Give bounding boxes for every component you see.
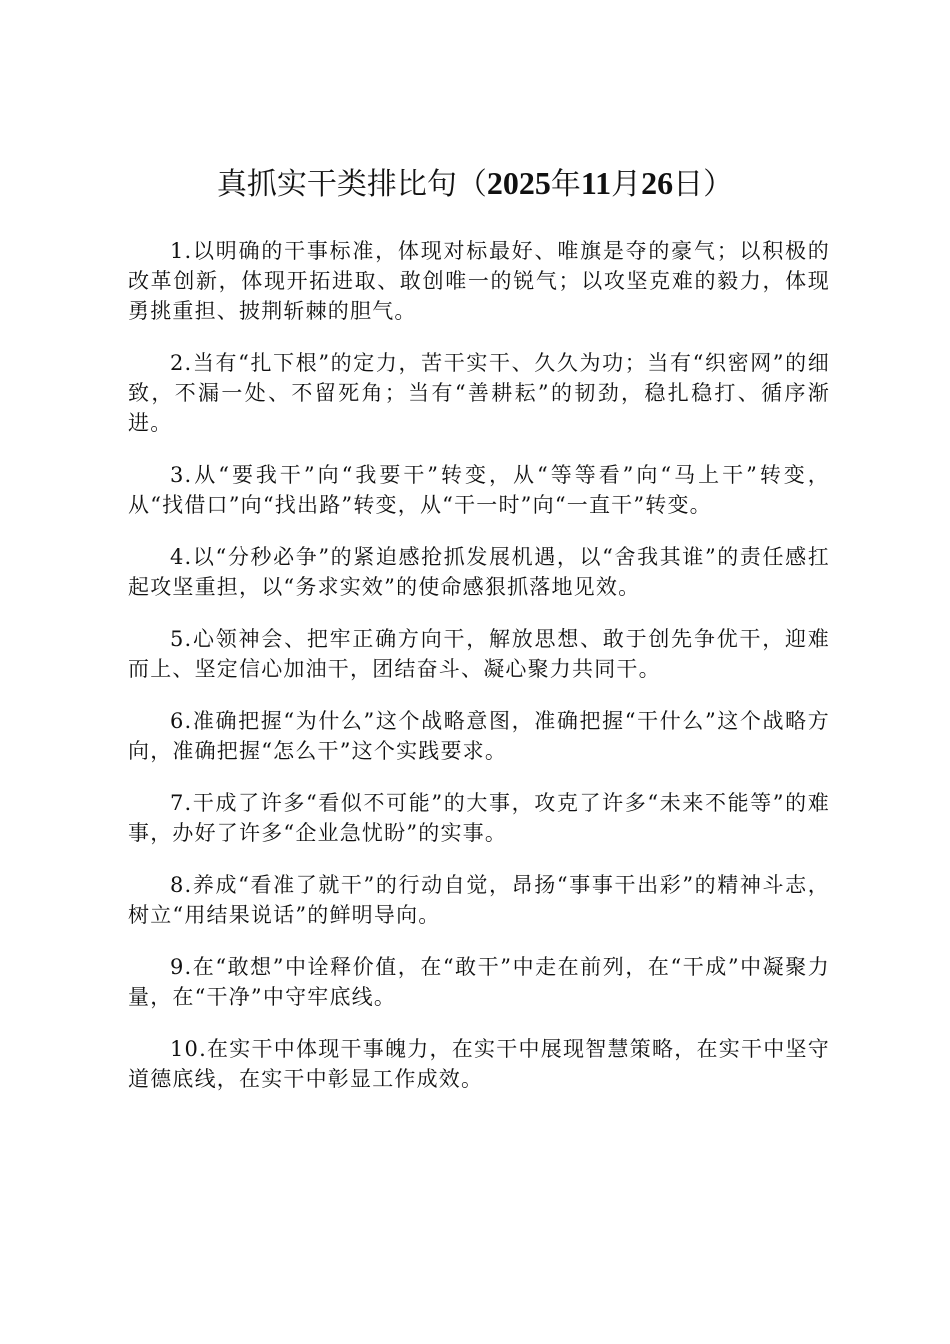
paragraph-2: 2.当有“扎下根”的定力，苦干实干、久久为功；当有“织密网”的细致，不漏一处、不留死角；当有“善耕耘”的韧劲，稳扎稳打、循序渐进。 [128, 351, 830, 435]
paragraph-1: 1.以明确的干事标准，体现对标最好、唯旗是夺的豪气；以积极的改革创新，体现开拓进取、敢创唯一的锐气；以攻坚克难的毅力，体现勇挑重担、披荆斩棘的胆气。 [128, 239, 830, 323]
document-title [0, 163, 950, 205]
title-suffix: 日） [673, 167, 734, 202]
paragraph-8: 8.养成“看准了就干”的行动自觉，昂扬“事事干出彩”的精神斗志，树立“用结果说话”的鲜明导向。 [128, 873, 830, 927]
paragraph-9: 9.在“敢想”中诠释价值，在“敢干”中走在前列，在“干成”中凝聚力量，在“干净”中守牢底线。 [128, 955, 830, 1009]
title-month-unit: 月 [611, 167, 642, 202]
title-prefix: 真抓实干类排比句（ [216, 167, 487, 202]
document-body [128, 236, 830, 1116]
paragraph-6: 6.准确把握“为什么”这个战略意图，准确把握“干什么”这个战略方向，准确把握“怎么干”这个实践要求。 [128, 709, 830, 763]
title-year: 2025 [486, 165, 551, 201]
title-year-unit: 年 [550, 167, 581, 202]
title-day: 26 [641, 165, 674, 201]
paragraph-5: 5.心领神会、把牢正确方向干，解放思想、敢于创先争优干，迎难而上、坚定信心加油干，团结奋斗、凝心聚力共同干。 [128, 627, 830, 681]
paragraph-10: 10.在实干中体现干事魄力，在实干中展现智慧策略，在实干中坚守道德底线，在实干中彰显工作成效。 [128, 1037, 830, 1091]
paragraph-3: 3.从“要我干”向“我要干”转变，从“等等看”向“马上干”转变，从“找借口”向“找出路”转变，从“干一时”向“一直干”转变。 [128, 463, 830, 517]
paragraph-4: 4.以“分秒必争”的紧迫感抢抓发展机遇，以“舍我其谁”的责任感扛起攻坚重担，以“务求实效”的使命感狠抓落地见效。 [128, 545, 830, 599]
paragraph-7: 7.干成了许多“看似不可能”的大事，攻克了许多“未来不能等”的难事，办好了许多“企业急忧盼”的实事。 [128, 791, 830, 845]
title-month: 11 [580, 165, 612, 201]
